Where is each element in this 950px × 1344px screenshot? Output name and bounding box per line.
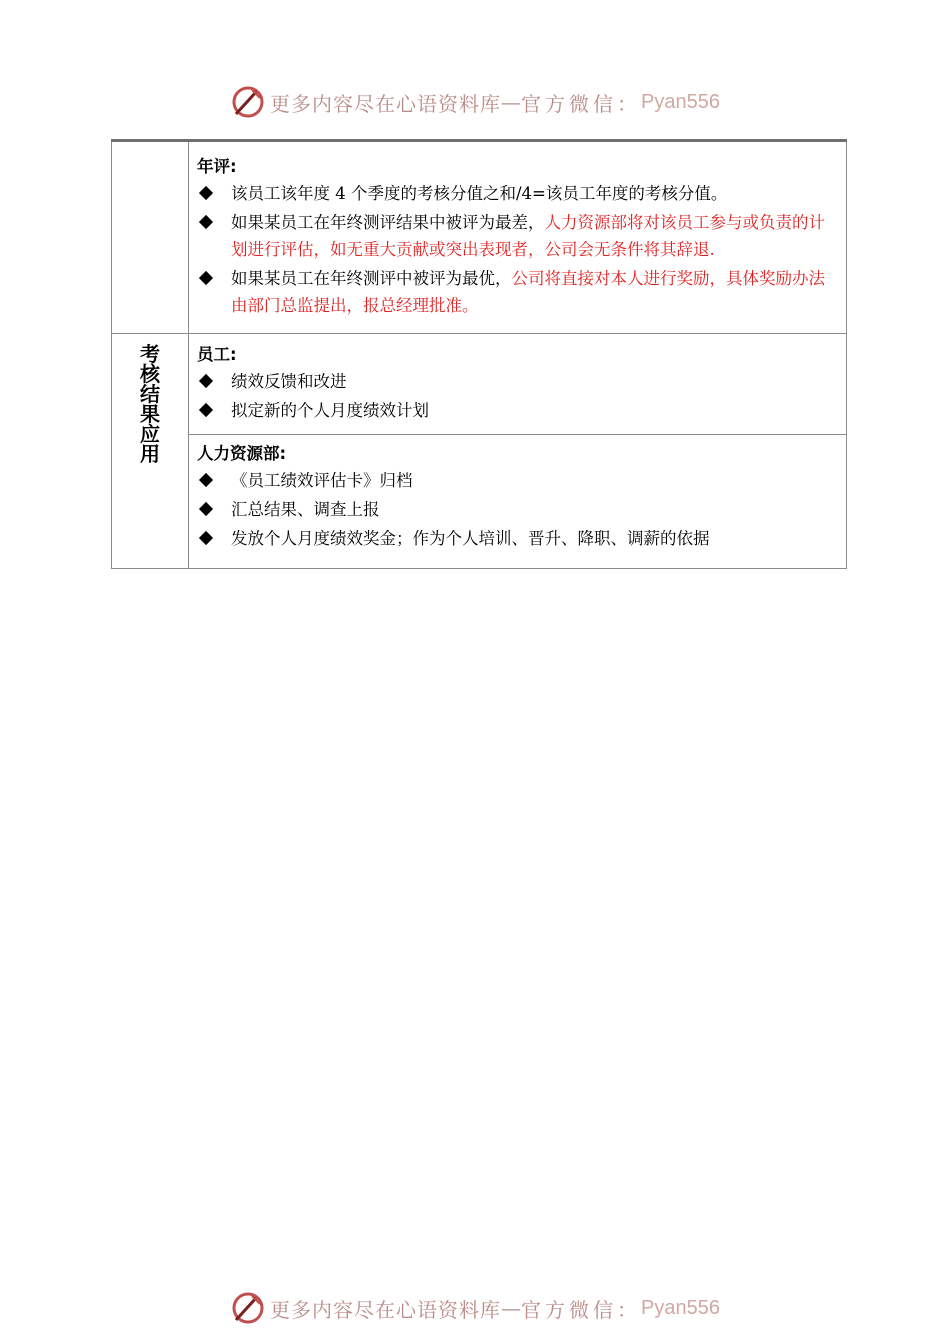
hr-cell <box>189 435 847 569</box>
list-item: 如果某员工在年终测评结果中被评为最差，人力资源部将对该员工参与或负责的计划进行评估，如无重大贡献或突出表现者，公司会无条件将其辞退. <box>197 209 840 263</box>
annual-cell <box>189 141 847 334</box>
watermark-separator: — <box>501 90 522 114</box>
diamond-bullet-icon <box>199 502 213 516</box>
hr-title: 人力资源部: <box>197 444 287 463</box>
diamond-bullet-icon <box>199 473 213 487</box>
list-item: 《员工绩效评估卡》归档 <box>197 467 840 494</box>
section-label <box>112 344 188 464</box>
watermark-separator: — <box>501 1296 522 1320</box>
employee-list <box>197 368 840 424</box>
annual-list <box>197 180 840 319</box>
employee-cell <box>189 334 847 435</box>
diamond-bullet-icon <box>199 374 213 388</box>
footer-watermark <box>0 1290 950 1326</box>
logo-icon <box>230 1290 266 1326</box>
header-watermark <box>0 84 950 120</box>
section-label-char: 果 <box>140 402 160 426</box>
employee-row <box>112 334 847 435</box>
diamond-bullet-icon <box>199 215 213 229</box>
section-label-char: 核 <box>140 362 160 386</box>
diamond-bullet-icon <box>199 186 213 200</box>
watermark-wechat-label: 官方微信： <box>521 91 642 116</box>
section-label-char: 应 <box>140 422 160 446</box>
list-item: 绩效反馈和改进 <box>197 368 840 395</box>
employee-title: 员工: <box>197 345 237 364</box>
watermark-wechat-label: 官方微信： <box>521 1297 642 1322</box>
evaluation-table <box>111 139 847 569</box>
diamond-bullet-icon <box>199 531 213 545</box>
hr-row <box>112 435 847 569</box>
empty-label-cell <box>112 141 189 334</box>
logo-icon <box>230 84 266 120</box>
watermark-text: 更多内容尽在心语资料库 <box>270 1297 502 1322</box>
watermark-wechat-id: Pyan556 <box>641 1296 720 1319</box>
section-label-char: 考 <box>140 342 160 366</box>
watermark-wechat-id: Pyan556 <box>641 90 720 113</box>
list-item: 发放个人月度绩效奖金；作为个人培训、晋升、降职、调薪的依据 <box>197 525 840 552</box>
watermark-text: 更多内容尽在心语资料库 <box>270 91 502 116</box>
list-item: 如果某员工在年终测评中被评为最优，公司将直接对本人进行奖励，具体奖励办法由部门总监提出，报总经理批准。 <box>197 265 840 319</box>
section-label-char: 用 <box>140 442 160 466</box>
section-label-cell <box>112 334 189 569</box>
diamond-bullet-icon <box>199 271 213 285</box>
annual-title: 年评: <box>197 157 237 176</box>
annual-row <box>112 141 847 334</box>
section-label-char: 结 <box>140 382 160 406</box>
hr-list <box>197 467 840 552</box>
diamond-bullet-icon <box>199 403 213 417</box>
list-item: 汇总结果、调查上报 <box>197 496 840 523</box>
list-item: 该员工该年度 4 个季度的考核分值之和/4=该员工年度的考核分值。 <box>197 180 840 207</box>
list-item: 拟定新的个人月度绩效计划 <box>197 397 840 424</box>
